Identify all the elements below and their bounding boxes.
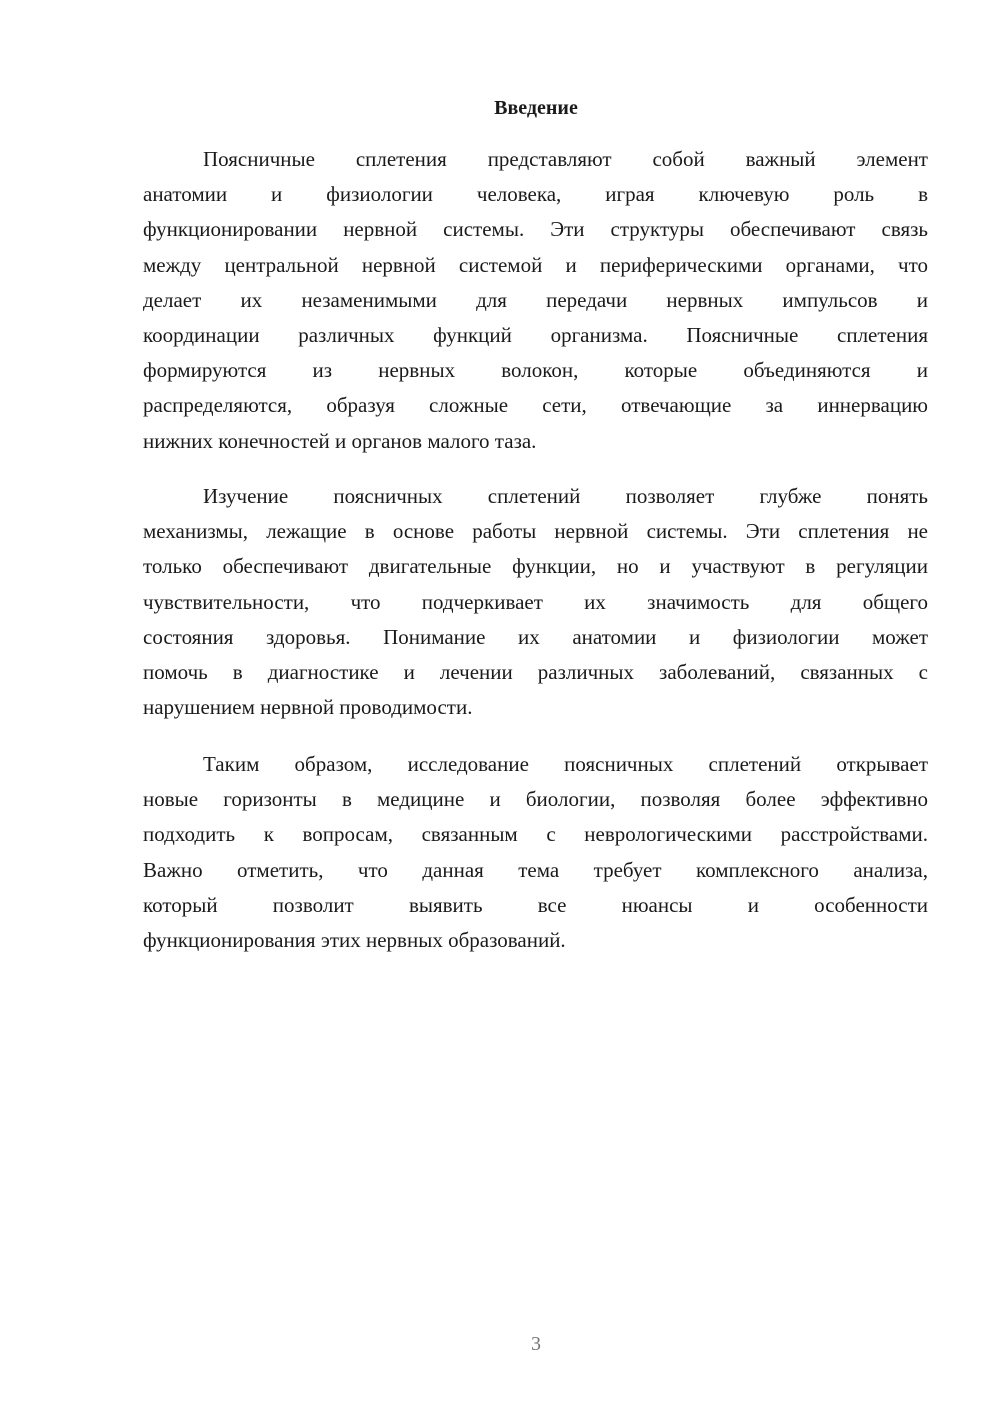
text-line: формируются из нервных волокон, которые объединяются и xyxy=(143,358,928,383)
text-line: только обеспечивают двигательные функции, но и участвуют в регуляции xyxy=(143,554,928,579)
text-line: нарушением нервной проводимости. xyxy=(143,695,473,720)
text-line: чувствительности, что подчеркивает их значимость для общего xyxy=(143,589,928,614)
text-line: который позволит выявить все нюансы и особенности xyxy=(143,892,928,917)
text-line: анатомии и физиологии человека, играя ключевую роль в xyxy=(143,182,928,207)
text-line: состояния здоровья. Понимание их анатомии и физиологии может xyxy=(143,624,928,649)
text-line: Таким образом, исследование поясничных сплетений открывает xyxy=(203,752,928,776)
paragraph xyxy=(143,142,928,459)
text-line: распределяются, образуя сложные сети, отвечающие за иннервацию xyxy=(143,393,928,418)
text-line: функционирования этих нервных образований. xyxy=(143,927,566,952)
text-line: Важно отметить, что данная тема требует комплексного анализа, xyxy=(143,857,928,882)
text-line: между центральной нервной системой и периферическими органами, что xyxy=(143,252,928,277)
text-line: функционировании нервной системы. Эти структуры обеспечивают связь xyxy=(143,217,928,242)
text-line: Изучение поясничных сплетений позволяет глубже понять xyxy=(203,484,928,508)
text-line: координации различных функций организма. Поясничные сплетения xyxy=(143,322,928,347)
text-line: новые горизонты в медицине и биологии, позволяя более эффективно xyxy=(143,787,928,812)
text-line: Поясничные сплетения представляют собой важный элемент xyxy=(203,147,928,171)
page-number: 3 xyxy=(531,1333,541,1355)
text-line: нижних конечностей и органов малого таза. xyxy=(143,428,537,453)
text-line: делает их незаменимыми для передачи нервных импульсов и xyxy=(143,287,928,312)
text-line: подходить к вопросам, связанным с неврологическими расстройствами. xyxy=(143,822,928,847)
paragraph xyxy=(143,747,928,958)
section-title: Введение xyxy=(494,97,578,119)
text-line: помочь в диагностике и лечении различных заболеваний, связанных с xyxy=(143,659,928,684)
text-line: механизмы, лежащие в основе работы нервной системы. Эти сплетения не xyxy=(143,519,928,544)
paragraph xyxy=(143,479,928,725)
